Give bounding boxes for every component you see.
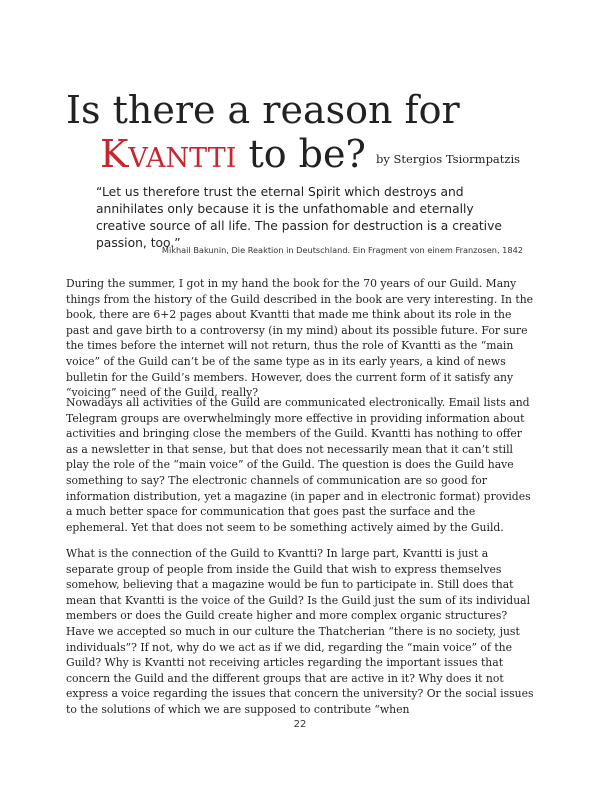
- epigraph-citation: Mikhail Bakunin, Die Reaktion in Deutschland. Ein Fragment von einem Franzosen, 1842: [161, 245, 523, 255]
- body-paragraph-3: What is the connection of the Guild to Kvantti? In large part, Kvantti is just a separate group of people from inside the Guild that wish to express themselves somehow, believing that a magazine would be fun to participate in. Still does that mean that Kvantti is the voice of the Guild? Is the Guild just the sum of its individual members or does the Guild create higher and more complex organic structures? Have we accepted so much in our culture the Thatcherian “there is no society, just individuals”? If not, why do we act as if we did, regarding the “main voice” of the Guild? Why is Kvantti not receiving articles regarding the important issues that concern the Guild and the different groups that are active in it? Why does it not express a voice regarding the issues that concern the university? Or the social issues to the solutions of which we are supposed to contribute “when: [66, 547, 534, 716]
- article-title-line-1: Is there a reason for: [66, 88, 460, 132]
- author-byline: by Stergios Tsiormpatzis: [376, 152, 521, 166]
- body-paragraph-1: During the summer, I got in my hand the book for the 70 years of our Guild. Many things from the history of the Guild described in the book are very interesting. In the book, there are 6+2 pages about Kvantti that made me think about its role in the past and gave birth to a controversy (in my mind) about its possible future. For sure the times before the internet will not return, thus the role of Kvantti as the “main voice” of the Guild can’t be of the same type as in its early years, a kind of news bulletin for the Guild’s members. However, does the current form of it satisfy any “voicing” need of the Guild, really?: [66, 277, 534, 400]
- body-paragraph-2: Nowadays all activities of the Guild are communicated electronically. Email lists and Telegram groups are overwhelmingly more effective in providing information about activities and bringing close the members of the Guild. Kvantti has nothing to offer as a newsletter in that sense, but that does not necessarily mean that it can’t still play the role of the “main voice” of the Guild. The question is does the Guild have something to say? The electronic channels of communication are so good for information distribution, yet a magazine (in paper and in electronic format) provides a much better space for communication that goes past the surface and the ephemeral. Yet that does not seem to be something actively aimed by the Guild.: [66, 396, 531, 534]
- title-rest: to be?: [236, 132, 366, 176]
- title-kvantti: Kvantti: [100, 132, 237, 176]
- article-title-line-2: [100, 132, 366, 176]
- epigraph-quote: “Let us therefore trust the eternal Spirit which destroys and annihilates only because it is the unfathomable and eternally creative source of all life. The passion for destruction is a creative passion, too.”: [96, 185, 502, 250]
- page-number: 22: [293, 719, 307, 730]
